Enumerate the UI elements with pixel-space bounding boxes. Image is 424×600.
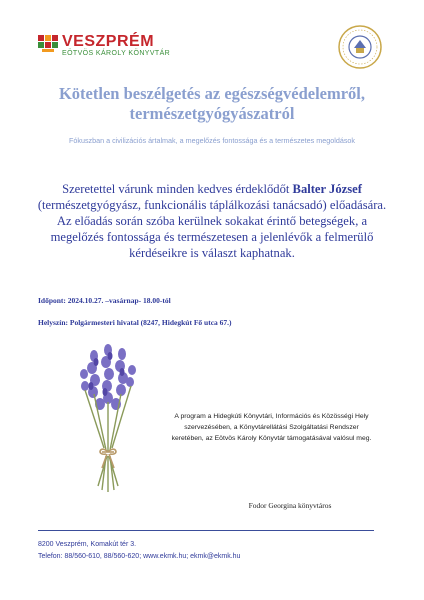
program-line: keretében, az Eötvös Károly Könyvtár támogatásával valósul meg. xyxy=(171,435,372,442)
program-note xyxy=(149,411,394,444)
library-logo xyxy=(38,33,188,59)
intro-suffix: (természetgyógyász, funkcionális táplálkozási tanácsadó) előadására. Az előadás során szóba kerülnek sokakat érintő betegségek, a megelőzés fontossága és természetesen a jelenlévők a felmerülő kérdéseikre is választ kaphatnak. xyxy=(37,198,387,260)
invitation-text xyxy=(30,181,394,261)
speaker-name: Balter József xyxy=(292,182,362,196)
library-logo-icon xyxy=(38,35,58,53)
footer-address: 8200 Veszprém, Komakút tér 3. xyxy=(38,541,137,548)
program-line: A program a Hidegkúti Könyvtári, Információs és Közösségi Hely xyxy=(174,413,369,420)
title-line: természetgyógyászatról xyxy=(129,104,295,123)
signature: Fodor Georgina könyvtáros xyxy=(248,501,332,510)
event-place: Helyszín: Polgármesteri hivatal (8247, Hidegkút Fő utca 67.) xyxy=(38,318,232,327)
logo-subtitle: EÖTVÖS KÁROLY KÖNYVTÁR xyxy=(62,50,171,57)
footer-contact: Telefon: 88/560-610, 88/560-620; www.ekmk.hu; ekmk@ekmk.hu xyxy=(38,553,241,560)
title-line: Kötetlen beszélgetés az egészségvédelemről, xyxy=(58,84,366,103)
footer-divider xyxy=(38,530,374,531)
logo-title: VESZPRÉM xyxy=(62,33,155,50)
circular-seal-icon xyxy=(337,24,383,70)
intro-prefix: Szeretettel várunk minden kedves érdeklődőt xyxy=(62,182,293,196)
event-subtitle: Fókuszban a civilizációs ártalmak, a megelőzés fontossága és a természetes megoldások xyxy=(68,136,356,145)
program-line: szervezésében, a Könyvtárellátási Szolgáltatási Rendszer xyxy=(184,424,359,431)
event-title xyxy=(30,84,394,124)
event-time: Időpont: 2024.10.27. –vasárnap- 18.00-tól xyxy=(38,296,171,305)
lavender-bouquet-icon xyxy=(72,344,144,494)
